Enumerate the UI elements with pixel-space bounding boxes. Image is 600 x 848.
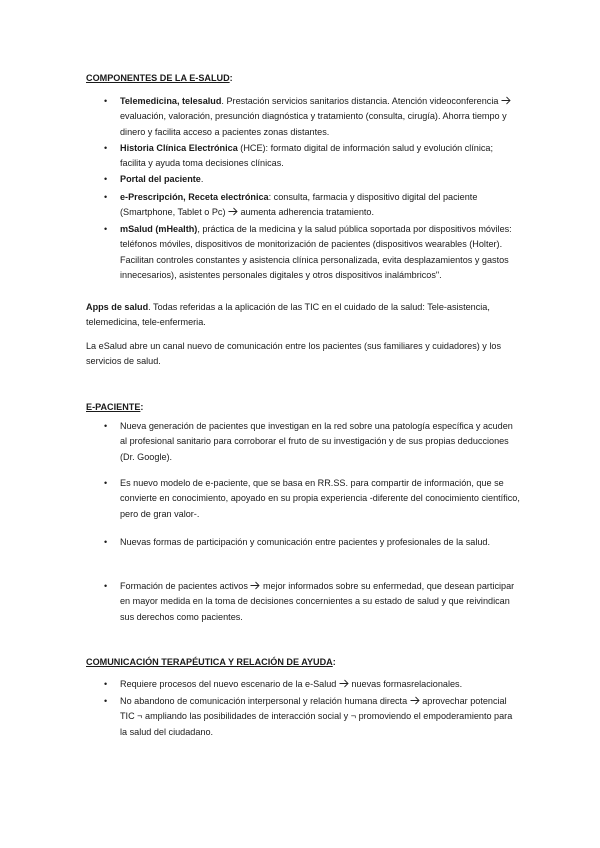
- bullet-icon: •: [104, 96, 108, 106]
- bullet-icon: •: [104, 192, 108, 202]
- bullet-icon: •: [104, 696, 108, 706]
- right-arrow-icon: [410, 696, 420, 705]
- bullet-icon: •: [104, 537, 108, 547]
- esalud-paragraph: La eSalud abre un canal nuevo de comunicación entre los pacientes (sus familiares y cuidadores) y los servicios de salud.: [86, 341, 502, 367]
- right-arrow-icon: [228, 207, 238, 216]
- apps-paragraph: Apps de salud. Todas referidas a la aplicación de las TIC en el cuidado de la salud: Tele-asistencia, telemedicina, tele-enfermeria.: [86, 302, 490, 328]
- list-item: • Nueva generación de pacientes que investigan en la red sobre una patología específica y acuden al profesional sanitario para corroborar el fruto de su investigación y de sus propias deducciones (Dr. Google).: [104, 421, 513, 462]
- list-item: • Formación de pacientes activos mejor informados sobre su enfermedad, que desean participar en mayor medida en la toma de decisiones concernientes a su estado de salud y que reivindican sus derechos como pacientes.: [104, 581, 515, 622]
- list-item: • Nuevas formas de participación y comunicación entre pacientes y profesionales de la salud.: [120, 535, 520, 550]
- list-item: • Portal del paciente.: [120, 172, 520, 187]
- section-heading-comunicacion: COMUNICACIÓN TERAPÉUTICA Y RELACIÓN DE AYUDA:: [86, 657, 336, 667]
- list-item: • mSalud (mHealth), práctica de la medicina y la salud pública soportada por dispositivos móviles: teléfonos móviles, dispositivos de monitorización de pacientes (dispositivos wearables (Holter). Facilitan controles constantes y asistencia clínica personalizada, evita desplazamientos y gastos innecesarios), asistentes personales digitales y otros dispositivos inalámbricos".: [104, 224, 512, 281]
- bullet-icon: •: [104, 679, 108, 689]
- bullet-icon: •: [104, 478, 108, 488]
- section-heading-components: COMPONENTES DE LA E-SALUD:: [86, 73, 233, 83]
- list-item: • e-Prescripción, Receta electrónica: consulta, farmacia y dispositivo digital del paciente (Smartphone, Tablet o Pc) aumenta adherencia tratamiento.: [104, 192, 478, 218]
- list-item: • Es nuevo modelo de e-paciente, que se basa en RR.SS. para compartir de información, que se convierte en conocimiento, apoyado en su propia experiencia -diferente del conocimiento científico, pero de gran valor-.: [104, 478, 520, 519]
- list-item: • Telemedicina, telesalud. Prestación servicios sanitarios distancia. Atención videoconferencia evaluación, valoración, presunción diagnóstica y tratamiento (consulta, cirugía). Ahorra tiempo y dinero y facilita acceso a pacientes zonas distantes.: [120, 94, 520, 140]
- list-item: • No abandono de comunicación interpersonal y relación humana directa aprovechar potencial TIC ¬ ampliando las posibilidades de interacción social y ¬ promoviendo el empoderamiento para la salud del ciudadano.: [104, 696, 513, 737]
- bullet-icon: •: [104, 421, 108, 431]
- bullet-icon: •: [104, 224, 108, 234]
- section-heading-epaciente: E-PACIENTE:: [86, 402, 144, 412]
- bullet-icon: •: [104, 143, 108, 153]
- right-arrow-icon: [339, 679, 349, 688]
- list-item: • Requiere procesos del nuevo escenario de la e-Salud nuevas formasrelacionales.: [120, 677, 520, 692]
- list-item: • Historia Clínica Electrónica (HCE): formato digital de información salud y evolución clínica; facilita y ayuda toma decisiones clínicas.: [104, 143, 494, 169]
- right-arrow-icon: [250, 581, 260, 590]
- bullet-icon: •: [104, 581, 108, 591]
- bullet-icon: •: [104, 174, 108, 184]
- right-arrow-icon: [501, 96, 511, 105]
